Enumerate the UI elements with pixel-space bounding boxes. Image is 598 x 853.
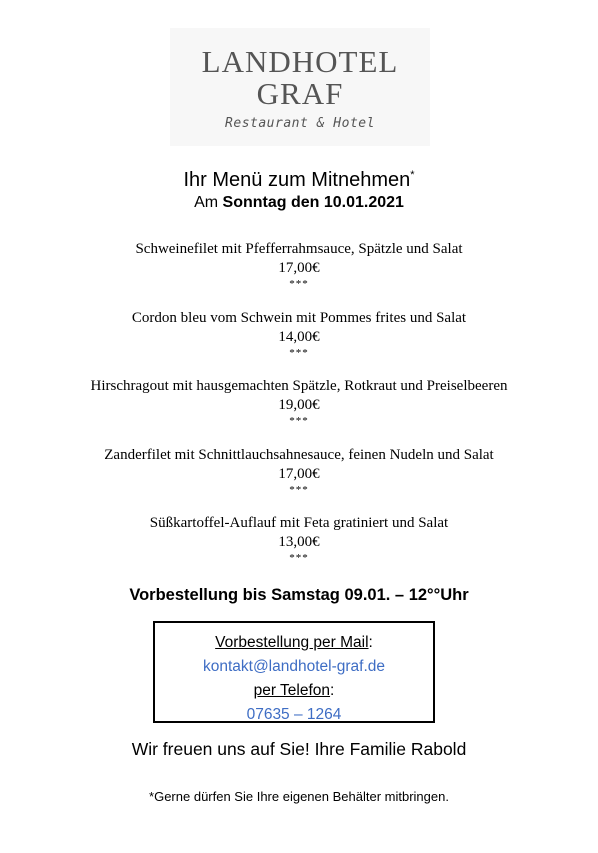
mail-colon: : (368, 634, 373, 651)
dish-price: 14,00€ (278, 328, 320, 345)
dish-separator: *** (289, 346, 309, 359)
dish-item (0, 514, 598, 583)
logo-subtitle: Restaurant & Hotel (225, 116, 375, 131)
email-line (155, 655, 433, 679)
phone-colon: : (330, 682, 335, 699)
footnote-mark: * (410, 169, 415, 181)
menu-date (0, 192, 598, 214)
mail-label-line (155, 631, 433, 655)
dish-separator: *** (289, 483, 309, 496)
mail-label: Vorbestellung per Mail (215, 634, 369, 651)
phone-label-line (155, 679, 433, 703)
dish-list (0, 240, 598, 583)
dish-name: Hirschragout mit hausgemachten Spätzle, Rotkraut und Preiselbeeren (90, 378, 508, 394)
dish-item (0, 240, 598, 309)
dish-separator: *** (289, 415, 309, 427)
menu-title-text: Ihr Menü zum Mitnehmen (183, 169, 411, 191)
date-prefix: Am (194, 194, 219, 211)
phone-line (155, 703, 433, 727)
preorder-deadline: Vorbestellung bis Samstag 09.01. – 12°°Uhr (129, 586, 469, 604)
menu-title (0, 162, 598, 193)
email-link[interactable]: kontakt@landhotel-graf.de (202, 658, 386, 675)
dish-item (0, 309, 598, 378)
dish-item (0, 377, 598, 446)
dish-price: 19,00€ (278, 397, 320, 413)
dish-price: 17,00€ (278, 260, 320, 276)
contact-box (153, 621, 435, 723)
dish-name: Süßkartoffel-Auflauf mit Feta gratiniert und Salat (149, 515, 449, 531)
footnote: *Gerne dürfen Sie Ihre eigenen Behälter mitbringen. (149, 789, 449, 804)
dish-separator: *** (289, 278, 309, 290)
dish-price: 17,00€ (278, 465, 320, 482)
dish-name: Zanderfilet mit Schnittlauchsahnesauce, feinen Nudeln und Salat (104, 446, 494, 463)
logo-line-1: LANDHOTEL (201, 44, 399, 79)
dish-name: Cordon bleu vom Schwein mit Pommes frites und Salat (131, 309, 467, 326)
date-value: Sonntag den 10.01.2021 (222, 194, 404, 211)
closing-greeting: Wir freuen uns auf Sie! Ihre Familie Rabold (131, 739, 467, 759)
logo-line-2: GRAF (256, 76, 344, 111)
phone-label: per Telefon (253, 682, 331, 699)
hotel-logo (170, 28, 430, 146)
phone-link[interactable]: 07635 – 1264 (246, 706, 342, 723)
dish-item (0, 446, 598, 515)
dish-price: 13,00€ (278, 534, 320, 550)
dish-separator: *** (289, 552, 309, 564)
dish-name: Schweinefilet mit Pfefferrahmsauce, Spätzle und Salat (135, 241, 463, 257)
